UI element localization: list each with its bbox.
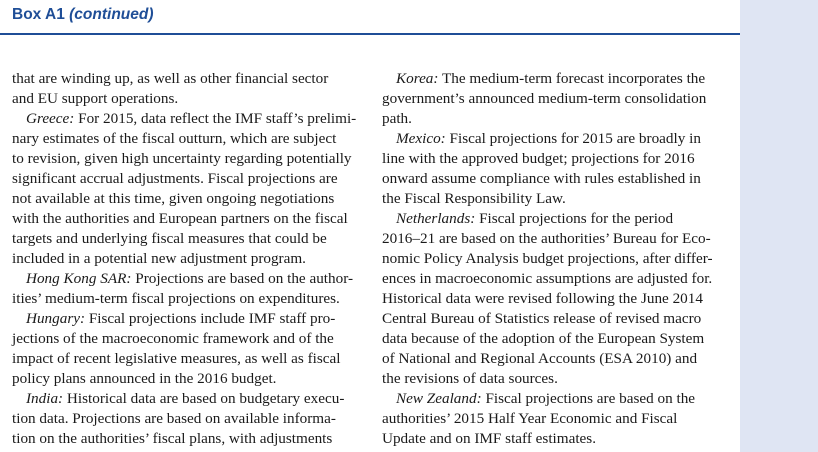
right-column-line (382, 409, 732, 429)
country-lead-in: Hungary: (26, 310, 86, 327)
country-lead-in: Greece: (26, 110, 75, 127)
left-column-line (12, 429, 362, 449)
right-column-line (382, 249, 732, 269)
right-column-line (382, 429, 732, 449)
left-column-line (12, 109, 362, 129)
country-lead-in: Korea: (396, 70, 439, 87)
line-text: Fiscal projections for the period (475, 210, 674, 227)
line-text: and EU support operations. (12, 90, 179, 107)
right-column-line (382, 69, 732, 89)
left-column-line (12, 409, 362, 429)
line-text: Projections are based on the author- (131, 270, 353, 287)
line-text: included in a potential new adjustment program. (12, 250, 306, 267)
right-column-line (382, 289, 732, 309)
line-text: Fiscal projections include IMF staff pro- (85, 310, 336, 327)
left-column-line (12, 249, 362, 269)
right-column-line (382, 109, 732, 129)
line-text: government’s announced medium-term consolidation (382, 90, 707, 107)
line-text: Fiscal projections for 2015 are broadly in (445, 130, 701, 147)
box-title (12, 6, 154, 24)
right-column-line (382, 349, 732, 369)
right-column-line (382, 89, 732, 109)
line-text: the Fiscal Responsibility Law. (382, 190, 566, 207)
line-text: jections of the macroeconomic framework and of the (12, 330, 334, 347)
line-text: The medium-term forecast incorporates the (438, 70, 706, 87)
line-text: path. (382, 110, 412, 127)
right-column-line (382, 189, 732, 209)
continued-label: (continued) (69, 6, 154, 23)
line-text: data because of the adoption of the European System (382, 330, 705, 347)
line-text: of National and Regional Accounts (ESA 2010) and (382, 350, 698, 367)
country-lead-in: India: (26, 390, 64, 407)
line-text: ities’ medium-term fiscal projections on expenditures. (12, 290, 340, 307)
left-text-column (12, 69, 362, 449)
left-column-line (12, 189, 362, 209)
left-column-line (12, 129, 362, 149)
line-text: impact of recent legislative measures, as well as fiscal (12, 350, 341, 367)
right-column-line (382, 269, 732, 289)
line-text: line with the approved budget; projections for 2016 (382, 150, 695, 167)
right-column-line (382, 169, 732, 189)
line-text: not available at this time, given ongoing negotiations (12, 190, 335, 207)
country-lead-in: Mexico: (396, 130, 446, 147)
line-text: Fiscal projections are based on the (481, 390, 696, 407)
title-rule (0, 33, 740, 35)
line-text: significant accrual adjustments. Fiscal projections are (12, 170, 338, 187)
line-text: to revision, given high uncertainty regarding potentially (12, 150, 352, 167)
line-text: that are winding up, as well as other financial sector (12, 70, 329, 87)
line-text: tion on the authorities’ fiscal plans, with adjustments (12, 430, 333, 447)
line-text: onward assume compliance with rules established in (382, 170, 701, 187)
line-text: ences in macroeconomic assumptions are adjusted for. (382, 270, 713, 287)
right-column-line (382, 369, 732, 389)
box-label: Box A1 (12, 6, 65, 23)
left-column-line (12, 149, 362, 169)
left-column-line (12, 369, 362, 389)
country-lead-in: New Zealand: (396, 390, 482, 407)
left-column-line (12, 209, 362, 229)
left-column-line (12, 289, 362, 309)
line-text: tion data. Projections are based on available informa- (12, 410, 336, 427)
line-text: policy plans announced in the 2016 budget. (12, 370, 277, 387)
line-text: Historical data are based on budgetary execu- (63, 390, 345, 407)
right-column-line (382, 209, 732, 229)
left-column-line (12, 349, 362, 369)
right-column-line (382, 389, 732, 409)
right-column-line (382, 329, 732, 349)
line-text: the revisions of data sources. (382, 370, 558, 387)
left-column-line (12, 389, 362, 409)
line-text: For 2015, data reflect the IMF staff’s prelimi- (74, 110, 357, 127)
right-column-line (382, 149, 732, 169)
country-lead-in: Hong Kong SAR: (26, 270, 132, 287)
left-column-line (12, 269, 362, 289)
line-text: Update and on IMF staff estimates. (382, 430, 596, 447)
right-column-line (382, 309, 732, 329)
left-column-line (12, 329, 362, 349)
right-column-line (382, 229, 732, 249)
page-margin-sidebar (740, 0, 818, 452)
line-text: 2016–21 are based on the authorities’ Bureau for Eco- (382, 230, 711, 247)
right-text-column (382, 69, 732, 449)
left-column-line (12, 169, 362, 189)
line-text: nary estimates of the fiscal outturn, which are subject (12, 130, 337, 147)
left-column-line (12, 309, 362, 329)
line-text: nomic Policy Analysis budget projections, after differ- (382, 250, 713, 267)
line-text: targets and underlying fiscal measures that could be (12, 230, 327, 247)
line-text: Central Bureau of Statistics release of revised macro (382, 310, 702, 327)
country-lead-in: Netherlands: (396, 210, 476, 227)
right-column-line (382, 129, 732, 149)
left-column-line (12, 69, 362, 89)
line-text: with the authorities and European partners on the fiscal (12, 210, 348, 227)
left-column-line (12, 229, 362, 249)
line-text: authorities’ 2015 Half Year Economic and Fiscal (382, 410, 678, 427)
line-text: Historical data were revised following the June 2014 (382, 290, 703, 307)
left-column-line (12, 89, 362, 109)
